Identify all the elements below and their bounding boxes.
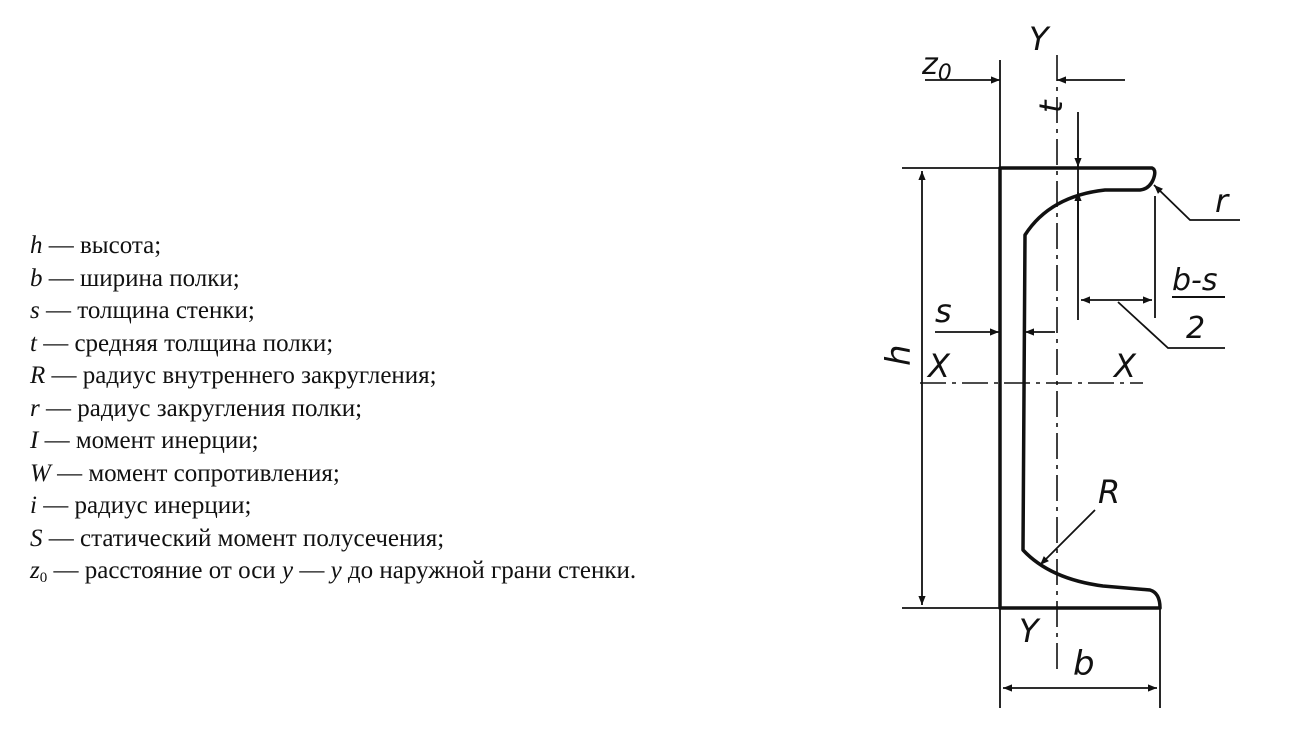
legend-text: момент сопротивления; (88, 459, 340, 487)
legend-text: ширина полки; (80, 264, 240, 292)
legend-text: статический момент полусечения; (80, 524, 445, 552)
R-leader-line (1040, 510, 1095, 565)
legend-axis-dash: — (293, 557, 331, 584)
x-right-label: X (1114, 347, 1136, 385)
legend-text: радиус инерции; (74, 492, 252, 519)
h-label: h (879, 344, 919, 366)
legend-dash: — (39, 297, 78, 324)
legend-text: толщина стенки; (77, 297, 255, 324)
legend-axis-a: y (281, 557, 294, 584)
legend-symbol: S (30, 524, 43, 552)
legend-symbol: W (30, 459, 51, 487)
legend-symbol: h (30, 232, 43, 259)
legend-dash: — (45, 362, 83, 389)
s-label: s (935, 292, 952, 330)
legend-dash: — (50, 459, 89, 487)
r-small-label: r (1215, 182, 1229, 220)
legend-symbol: r (30, 394, 40, 422)
legend-dash: — (42, 264, 80, 292)
x-left-label: X (928, 347, 950, 385)
legend-dash: — (42, 524, 80, 552)
b-label: b (1073, 644, 1095, 684)
legend-subscript: 0 (39, 570, 48, 586)
frac-denominator-label: 2 (1186, 311, 1206, 346)
frac-numerator-label: b-s (1172, 263, 1218, 298)
y-top-label: Y (1029, 20, 1049, 58)
y-bottom-label: Y (1019, 612, 1039, 650)
legend-text: высота; (80, 232, 162, 259)
R-big-label: R (1098, 473, 1121, 511)
legend-symbol: s (30, 297, 40, 324)
legend-symbol: t (30, 329, 37, 357)
z0-label: $z_0$ (922, 47, 952, 86)
legend-dash: — (38, 427, 76, 454)
legend-text: момент инерции; (75, 427, 259, 454)
legend-text-end: до наружной грани стенки. (341, 557, 637, 584)
legend-text: радиус внутреннего закругления; (82, 362, 437, 389)
legend-dash: — (36, 329, 75, 357)
legend-symbol: b (30, 264, 43, 292)
half-width-leader (1118, 302, 1225, 348)
legend-text: радиус закругления полки; (77, 394, 363, 422)
legend-dash: — (39, 394, 78, 422)
legend-dash: — (42, 232, 80, 259)
legend-axis-b: y (330, 557, 342, 584)
legend-dash: — (47, 557, 85, 584)
legend-text: расстояние от оси (84, 557, 282, 584)
legend-symbol: z (30, 557, 40, 584)
legend-text: средняя толщина полки; (74, 329, 334, 357)
legend-symbol: I (30, 427, 39, 454)
t-label: t (1032, 100, 1070, 113)
legend-symbol: R (30, 362, 46, 389)
legend-symbol: i (30, 492, 37, 519)
channel-profile (1000, 168, 1160, 608)
legend-dash: — (36, 492, 75, 519)
